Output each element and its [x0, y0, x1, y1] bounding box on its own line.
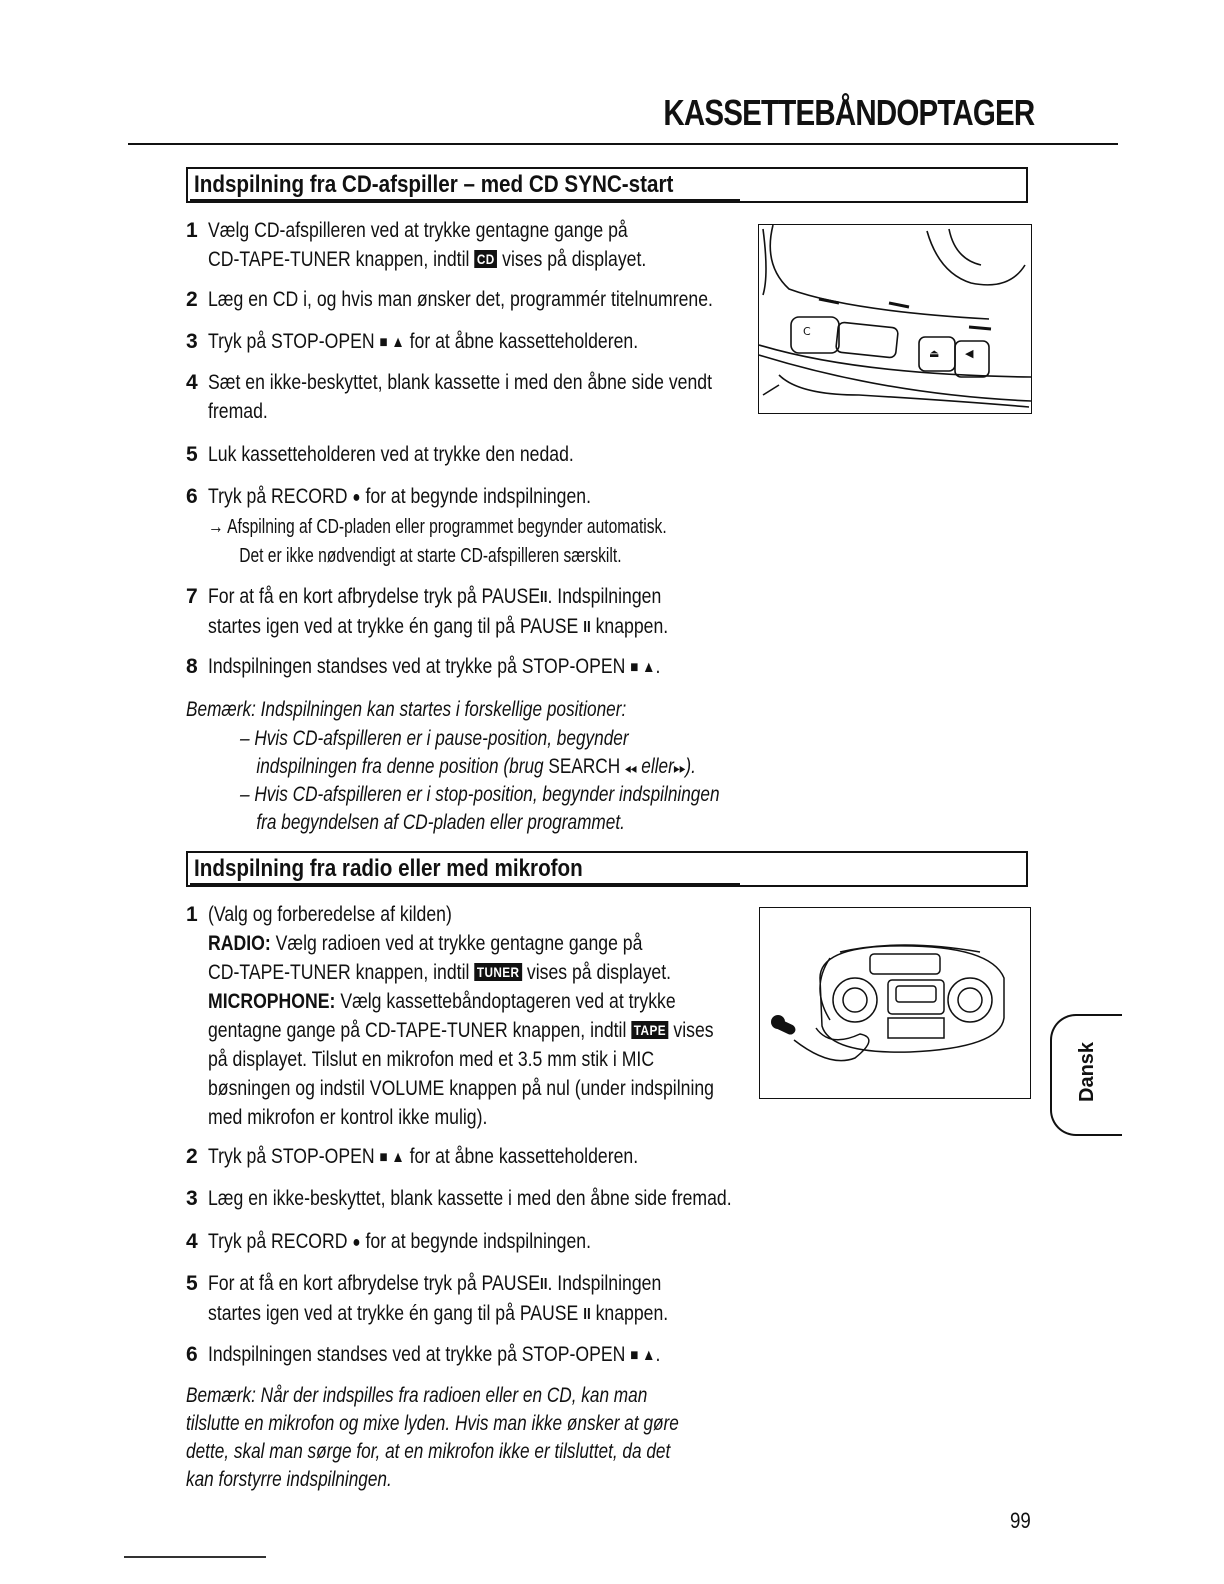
- pause-symbol: II: [583, 1306, 591, 1323]
- step-text: Tryk på STOP-OPEN: [208, 1145, 375, 1168]
- step-text: for at begynde indspilningen.: [365, 485, 592, 508]
- radio-label: RADIO:: [208, 932, 271, 955]
- note-text: dette, skal man sørge for, at en mikrofon ikke er tilsluttet, da det: [186, 1440, 671, 1463]
- step-number: 5: [186, 443, 198, 466]
- cassette-deck-illustration: [758, 224, 1032, 414]
- step-text: Tryk på RECORD: [208, 1230, 348, 1253]
- pause-symbol: II: [540, 1276, 548, 1293]
- step-text: For at få en kort afbrydelse tryk på PAUSE: [208, 1272, 541, 1295]
- stop-eject-symbol: ■ ▲: [630, 659, 656, 676]
- result-text: Det er ikke nødvendigt at starte CD-afspilleren særskilt.: [239, 545, 622, 567]
- pause-symbol: II: [540, 589, 548, 606]
- previous-track-icon: ◂◂: [624, 760, 637, 776]
- note-text: – Hvis CD-afspilleren er i stop-position, begynder indspilningen: [240, 783, 720, 806]
- note-text: Bemærk: Indspilningen kan startes i forskellige positioner:: [186, 698, 627, 721]
- step-text: knappen.: [595, 615, 669, 638]
- step-text: Luk kassetteholderen ved at trykke den nedad.: [208, 443, 574, 466]
- note-bullet-1: [240, 725, 696, 782]
- svg-text:C: C: [803, 325, 811, 338]
- page-title: KASSETTEBÅNDOPTAGER: [663, 92, 1034, 133]
- step-number: 1: [186, 903, 198, 926]
- step-text: vises på displayet.: [502, 248, 647, 271]
- step-number: 6: [186, 485, 198, 508]
- note-text: eller: [641, 755, 674, 778]
- step-text: . Indspilningen: [547, 585, 662, 608]
- step-text: startes igen ved at trykke én gang til på PAUSE: [208, 615, 579, 638]
- step-text: bøsningen og indstil VOLUME knappen på nul (under indspilning: [208, 1077, 715, 1100]
- step-number: 8: [186, 655, 198, 678]
- tuner-display-badge: TUNER: [474, 963, 522, 981]
- title-rule: [128, 143, 1118, 145]
- page-number: 99: [1010, 1508, 1031, 1533]
- step-text: knappen.: [595, 1302, 669, 1325]
- step-number: 2: [186, 1145, 198, 1168]
- cd-display-badge: CD: [474, 250, 497, 268]
- step-text: (Valg og forberedelse af kilden): [208, 903, 452, 926]
- step-text: Læg en ikke-beskyttet, blank kassette i med den åbne side fremad.: [208, 1187, 732, 1210]
- tape-display-badge: TAPE: [631, 1021, 668, 1039]
- note-text: – Hvis CD-afspilleren er i pause-position, begynder: [240, 727, 629, 750]
- step-text: vises: [673, 1019, 714, 1042]
- step-number: 4: [186, 1230, 198, 1253]
- step-number: 3: [186, 1187, 198, 1210]
- stop-eject-symbol: ■ ▲: [630, 1347, 656, 1364]
- step-text: .: [655, 1343, 661, 1366]
- step-text: Vælg kassettebåndoptageren ved at trykke: [340, 990, 676, 1013]
- step-number: 7: [186, 585, 198, 608]
- step-text: Vælg CD-afspilleren ved at trykke gentagne gange på: [208, 219, 628, 242]
- step-text: for at begynde indspilningen.: [365, 1230, 592, 1253]
- step-text: For at få en kort afbrydelse tryk på PAUSE: [208, 585, 541, 608]
- footer-rule: [124, 1556, 266, 1558]
- step-text: Tryk på STOP-OPEN: [208, 330, 375, 353]
- section-heading-radio-mic: [186, 851, 1028, 887]
- note-text: indspilningen fra denne position (brug: [256, 755, 544, 778]
- step-text: Vælg radioen ved at trykke gentagne gange på: [275, 932, 643, 955]
- step-text: .: [655, 655, 661, 678]
- pause-symbol: II: [583, 619, 591, 636]
- step-text: CD-TAPE-TUNER knappen, indtil: [208, 248, 470, 271]
- microphone-label: MICROPHONE:: [208, 990, 336, 1013]
- step-text: vises på displayet.: [526, 961, 672, 984]
- result-arrow-icon: →: [208, 516, 224, 538]
- step-text: startes igen ved at trykke én gang til på PAUSE: [208, 1302, 579, 1325]
- boombox-microphone-illustration: [759, 907, 1031, 1099]
- step-text: CD-TAPE-TUNER knappen, indtil: [208, 961, 470, 984]
- stop-eject-symbol: ■ ▲: [379, 1149, 405, 1166]
- step-text: fremad.: [208, 400, 268, 423]
- step-number: 6: [186, 1343, 198, 1366]
- note-text: tilslutte en mikrofon og mixe lyden. Hvis man ikke ønsker at gøre: [186, 1412, 679, 1435]
- note-section2: [186, 1382, 679, 1494]
- step-number: 2: [186, 288, 198, 311]
- stop-eject-symbol: ■ ▲: [379, 334, 405, 351]
- next-track-icon: ▸▸: [673, 760, 686, 776]
- step-text: Læg en CD i, og hvis man ønsker det, programmér titelnumrene.: [208, 288, 713, 311]
- step-number: 4: [186, 371, 198, 394]
- note-section1: [186, 696, 626, 724]
- step-number: 5: [186, 1272, 198, 1295]
- step-text: Tryk på RECORD: [208, 485, 348, 508]
- step-text: Indspilningen standses ved at trykke på STOP-OPEN: [208, 655, 626, 678]
- result-text: Afspilning af CD-pladen eller programmet begynder automatisk.: [227, 516, 667, 538]
- section-heading-cd-sync: [186, 167, 1028, 203]
- record-symbol: ●: [352, 489, 361, 506]
- note-bullet-2: [240, 781, 720, 837]
- language-tab: [1050, 1014, 1122, 1136]
- step-text: Indspilningen standses ved at trykke på STOP-OPEN: [208, 1343, 626, 1366]
- svg-text:◀: ◀: [965, 347, 974, 360]
- step-text: . Indspilningen: [547, 1272, 662, 1295]
- note-text: kan forstyrre indspilningen.: [186, 1468, 392, 1491]
- step-text: gentagne gange på CD-TAPE-TUNER knappen, indtil: [208, 1019, 627, 1042]
- step-text: for at åbne kassetteholderen.: [409, 1145, 639, 1168]
- section-heading-text: Indspilning fra CD-afspiller – med CD SYNC-start: [194, 171, 674, 198]
- step-text: for at åbne kassetteholderen.: [409, 330, 639, 353]
- step-number: 1: [186, 219, 198, 242]
- note-text: ).: [685, 755, 696, 778]
- note-text: fra begyndelsen af CD-pladen eller programmet.: [256, 811, 625, 834]
- step-text: Sæt en ikke-beskyttet, blank kassette i med den åbne side vendt: [208, 371, 713, 394]
- step-text: med mikrofon er kontrol ikke mulig).: [208, 1106, 488, 1129]
- step-text: på displayet. Tilslut en mikrofon med et 3.5 mm stik i MIC: [208, 1048, 655, 1071]
- language-tab-label: Dansk: [1076, 1041, 1098, 1102]
- note-text: SEARCH: [548, 755, 621, 778]
- record-symbol: ●: [352, 1234, 361, 1251]
- step-number: 3: [186, 330, 198, 353]
- section-heading-text: Indspilning fra radio eller med mikrofon: [194, 855, 583, 882]
- note-text: Bemærk: Når der indspilles fra radioen eller en CD, kan man: [186, 1384, 648, 1407]
- svg-text:⏏: ⏏: [929, 347, 940, 360]
